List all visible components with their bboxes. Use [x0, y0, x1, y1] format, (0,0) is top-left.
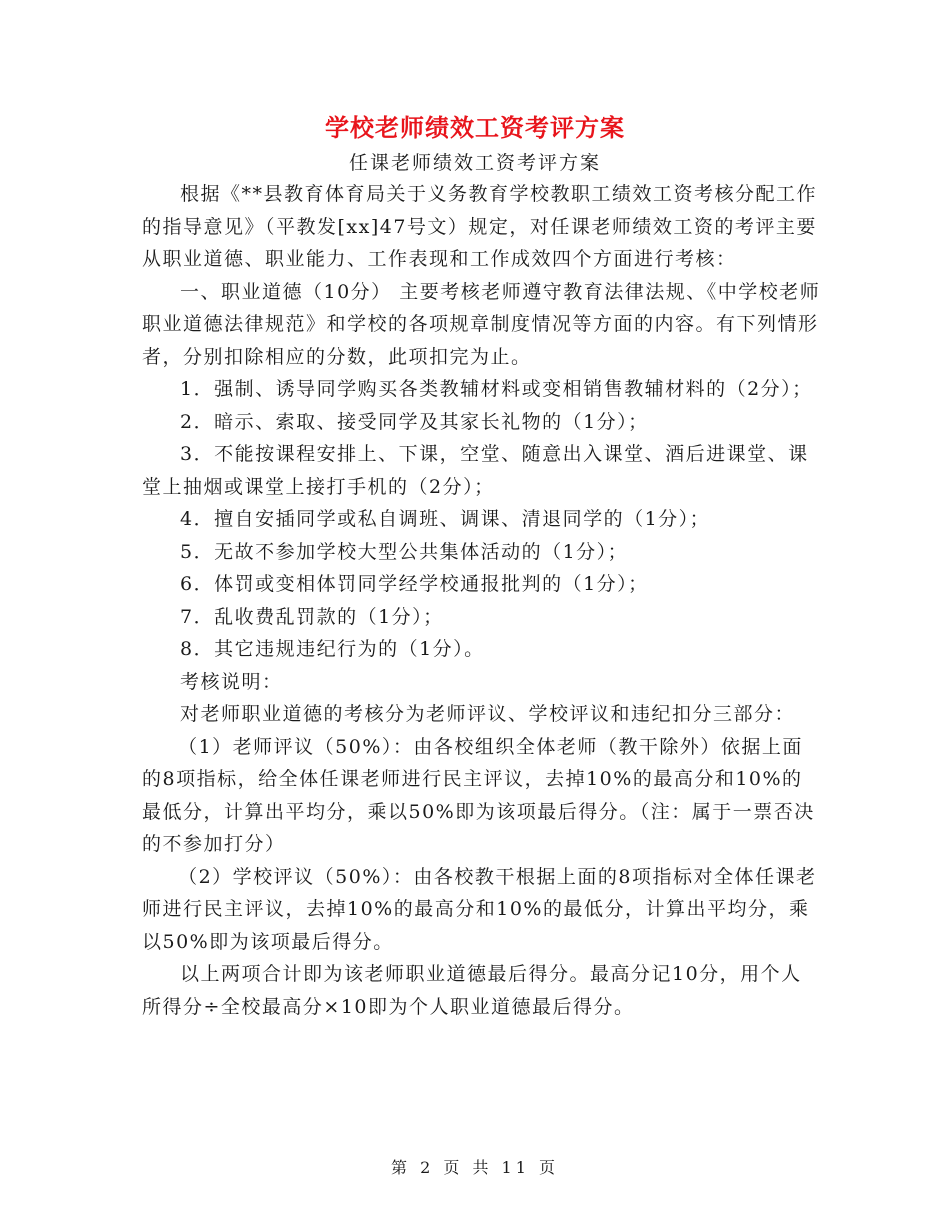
list-item-8: 8．其它违规违纪行为的（1分）。 [180, 638, 485, 660]
paragraph-intro: 根据《**县教育体育局关于义务教育学校教职工绩效工资考核分配工作的指导意见》（平教发[xx]47号文）规定，对任课老师绩效工资的考评主要从职业道德、职业能力、工作表现和工作成效四个方面进行考核： [142, 183, 818, 270]
document-subtitle: 任课老师绩效工资考评方案 [348, 152, 601, 174]
paragraph-school-review: （2）学校评议（50%）：由各校教干根据上面的8项指标对全体任课老师进行民主评议，去掉10%的最高分和10%的最低分，计算出平均分，乘以50%即为该项最后得分。 [142, 865, 817, 953]
document-title: 学校老师绩效工资考评方案 [325, 113, 625, 142]
paragraph-summary: 以上两项合计即为该老师职业道德最后得分。最高分记10分，用个人所得分÷全校最高分×10即为个人职业道德最后得分。 [142, 963, 802, 1018]
paragraph-assessment: 对老师职业道德的考核分为老师评议、学校评议和违纪扣分三部分： [180, 703, 796, 725]
page-number: 第 2 页 共 11 页 [391, 1158, 559, 1177]
list-item-5: 5．无故不参加学校大型公共集体活动的（1分）； [180, 540, 629, 563]
list-item-6: 6．体罚或变相体罚同学经学校通报批判的（1分）； [180, 573, 649, 595]
list-item-1: 1．强制、诱导同学购买各类教辅材料或变相销售教辅材料的（2分）； [180, 378, 813, 400]
list-item-3: 3．不能按课程安排上、下课，空堂、随意出入课堂、酒后进课堂、课堂上抽烟或课堂上接打手机的（2分）； [142, 443, 809, 498]
list-item-4: 4．擅自安插同学或私自调班、调课、清退同学的（1分）； [180, 508, 711, 530]
paragraph-teacher-review: （1）老师评议（50%）：由各校组织全体老师（教干除外）依据上面的8项指标，给全体任课老师进行民主评议，去掉10%的最高分和10%的最低分，计算出平均分，乘以50%即为该项最后得分。（注：属于一票否决的不参加打分） [142, 735, 815, 855]
assessment-heading: 考核说明： [180, 670, 283, 693]
paragraph-section-1: 一、职业道德（10分） 主要考核老师遵守教育法律法规、《中学校老师职业道德法律规范》和学校的各项规章制度情况等方面的内容。有下列情形者，分别扣除相应的分数，此项扣完为止。 [142, 280, 821, 368]
list-item-2: 2．暗示、索取、接受同学及其家长礼物的（1分）； [180, 410, 649, 433]
document-body [142, 178, 822, 1023]
list-item-7: 7．乱收费乱罚款的（1分）； [180, 605, 444, 628]
